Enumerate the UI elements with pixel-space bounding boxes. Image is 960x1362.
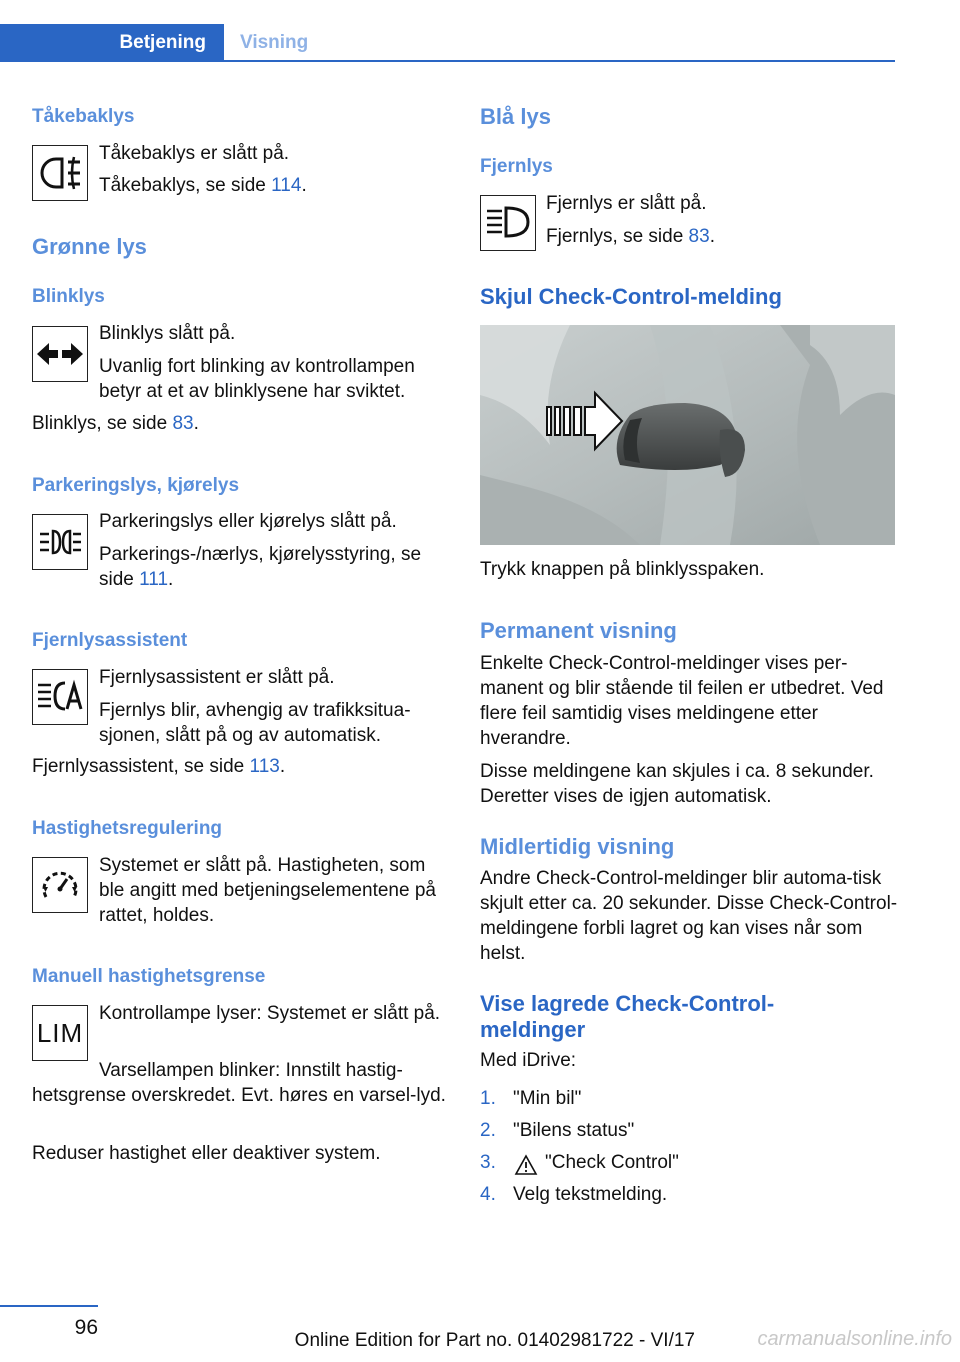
parking-light-icon [32, 514, 88, 570]
stored-intro: Med iDrive: [480, 1050, 577, 1071]
high-beam-heading: Fjernlys [480, 156, 553, 177]
cruise-control-icon [32, 857, 88, 913]
green-lights-heading: Grønne lys [32, 234, 147, 259]
limit-line3: Reduser hastighet eller deaktiver system. [32, 1143, 381, 1164]
high-beam-icon [480, 195, 536, 251]
assist-line1: Fjernlysassistent er slått på. [99, 667, 335, 688]
temporary-heading: Midlertidig visning [480, 834, 675, 859]
list-item-number: 2. [480, 1120, 496, 1141]
blink-page-link[interactable]: 83 [172, 413, 194, 434]
turn-signal-icon [32, 326, 88, 382]
tab-visning[interactable]: Visning [240, 31, 309, 53]
limit-line2b: hetsgrense overskredet. Evt. høres en varsel-lyd. [32, 1085, 446, 1106]
rear-fog-light-icon [32, 145, 88, 201]
parking-page-link[interactable]: 111 [139, 569, 169, 590]
cruise-heading: Hastighetsregulering [32, 818, 223, 839]
parking-line1: Parkeringslys eller kjørelys slått på. [99, 511, 397, 532]
permanent-p2: Disse meldingene kan skjules i ca. 8 sekunder. Deretter vises de igjen automatisk. [480, 761, 874, 807]
speed-limiter-icon [32, 1005, 88, 1061]
list-item-number: 3. [480, 1152, 496, 1173]
header-tabbar [0, 24, 895, 62]
turn-signal-stalk-photo [480, 325, 895, 545]
blink-line1: Blinklys slått på. [99, 323, 236, 344]
list-item: "Bilens status" [513, 1120, 635, 1141]
photo-caption: Trykk knappen på blinklysspaken. [480, 559, 765, 580]
list-item-number: 4. [480, 1184, 496, 1205]
list-item: "Check Control" [545, 1152, 679, 1173]
hide-check-control-heading: Skjul Check-Control-melding [480, 284, 782, 309]
permanent-heading: Permanent visning [480, 618, 677, 643]
fog-line2: Tåkebaklys, se side 114. [99, 175, 307, 196]
list-item: Velg tekstmelding. [513, 1184, 668, 1205]
blue-lights-heading: Blå lys [480, 104, 551, 129]
parking-line2: Parkerings-/nærlys, kjørelysstyring, se side 111. [99, 544, 422, 590]
high-beam-line2: Fjernlys, se side 83. [546, 226, 715, 247]
assist-line2: Fjernlys blir, avhengig av trafikksitua-sjonen, slått på og av automatisk. [99, 700, 411, 746]
permanent-p1: Enkelte Check-Control-meldinger vises per-manent og blir stående til feilen er utbedret. Ved flere feil samtidig vises meldingene etter hverandre. [480, 653, 884, 749]
tab-betjening[interactable]: Betjening [0, 24, 224, 61]
high-beam-assistant-icon [32, 669, 88, 725]
fog-page-link[interactable]: 114 [271, 175, 302, 196]
speed-limiter-icon-label: LIM [36, 1017, 84, 1048]
limit-line1: Kontrollampe lyser: Systemet er slått på. [99, 1003, 441, 1024]
page-number: 96 [74, 1316, 98, 1339]
cruise-line1: Systemet er slått på. Hastigheten, som ble angitt med betjeningselementene på rattet, holdes. [99, 855, 436, 926]
fog-line1: Tåkebaklys er slått på. [99, 143, 290, 164]
watermark: carmanualsonline.info [757, 1328, 952, 1350]
blink-heading: Blinklys [32, 286, 105, 307]
parking-heading: Parkeringslys, kjørelys [32, 475, 240, 496]
limit-line2a: Varsellampen blinker: Innstilt hastig- [99, 1060, 403, 1081]
warning-triangle-icon [514, 1154, 538, 1181]
assist-heading: Fjernlysassistent [32, 630, 188, 651]
edition-footer: Online Edition for Part no. 01402981722 - VI/17 [294, 1330, 695, 1351]
list-item: "Min bil" [513, 1088, 582, 1109]
high-beam-page-link[interactable]: 83 [688, 226, 710, 247]
high-beam-line1: Fjernlys er slått på. [546, 193, 707, 214]
fog-heading: Tåkebaklys [32, 106, 135, 127]
blink-line3: Blinklys, se side 83. [32, 413, 199, 434]
stored-heading: Vise lagrede Check-Control-meldinger [480, 991, 775, 1042]
list-item-number: 1. [480, 1088, 496, 1109]
temporary-p1: Andre Check-Control-meldinger blir automa-tisk skjult etter ca. 20 sekunder. Disse Check-Control-meldingene forbli lagret og kan vises når som helst. [480, 868, 898, 964]
assist-page-link[interactable]: 113 [249, 756, 280, 777]
assist-line3: Fjernlysassistent, se side 113. [32, 756, 286, 777]
blink-line2: Uvanlig fort blinking av kontrollampen betyr at et av blinklysene har sviktet. [99, 356, 415, 402]
limit-heading: Manuell hastighetsgrense [32, 966, 266, 987]
page-number-rule [0, 1305, 98, 1307]
